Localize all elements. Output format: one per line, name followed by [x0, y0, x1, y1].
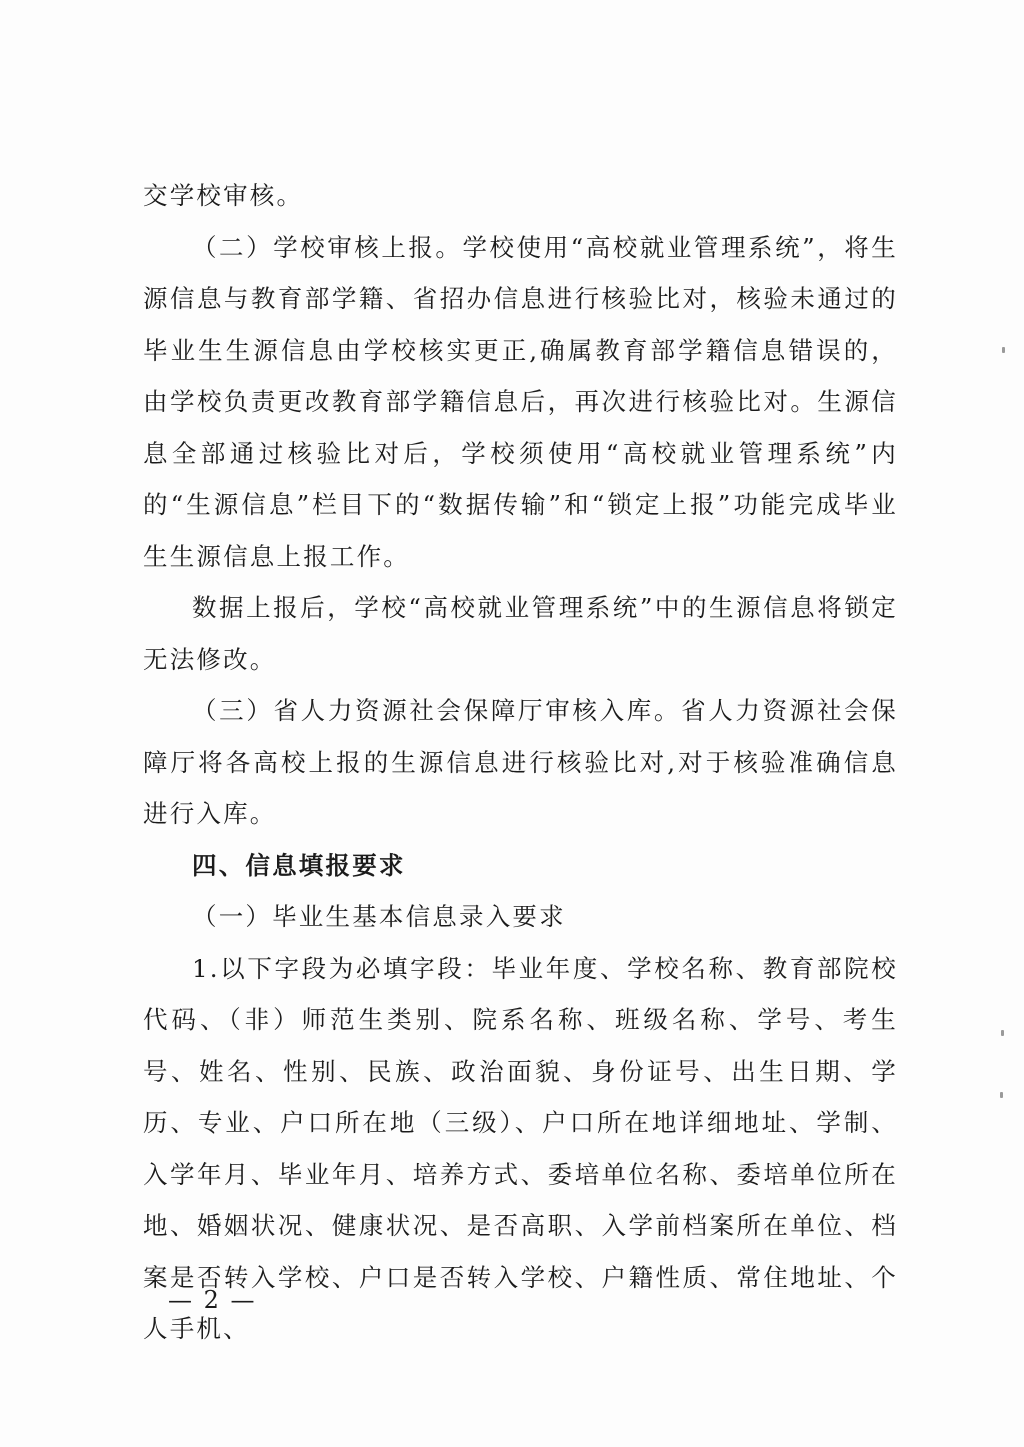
- paragraph-data-locked: 数据上报后，学校“高校就业管理系统”中的生源信息将锁定无法修改。: [143, 593, 898, 674]
- paragraph-school-review: （二）学校审核上报。学校使用“高校就业管理系统”，将生源信息与教育部学籍、省招办信息进行核验比对，核验未通过的毕业生生源信息由学校核实更正,确属教育部学籍信息错误的，由学校负责更改教育部学籍信息后，再次进行核验比对。生源信息全部通过核验比对后，学校须使用“高校就业管理系统”内的“生源信息”栏目下的“数据传输”和“锁定上报”功能完成毕业生生源信息上报工作。: [143, 232, 898, 571]
- subsection-heading: （一）毕业生基本信息录入要求: [192, 902, 566, 931]
- scan-speck: [1002, 347, 1005, 353]
- page-number: — 2 —: [168, 1286, 257, 1314]
- section-heading: 四、信息填报要求: [192, 850, 406, 880]
- document-body: [143, 170, 898, 1355]
- scan-speck: [1000, 1092, 1003, 1098]
- paragraph-provincial-review: （三）省人力资源社会保障厅审核入库。省人力资源社会保障厅将各高校上报的生源信息进行核验比对,对于核验准确信息进行入库。: [143, 696, 898, 828]
- paragraph-required-fields: 1.以下字段为必填字段：毕业年度、学校名称、教育部院校代码、（非）师范生类别、院系名称、班级名称、学号、考生号、姓名、性别、民族、政治面貌、身份证号、出生日期、学历、专业、户口所在地（三级）、户口所在地详细地址、学制、入学年月、毕业年月、培养方式、委培单位名称、委培单位所在地、婚姻状况、健康状况、是否高职、入学前档案所在单位、档案是否转入学校、户口是否转入学校、户籍性质、常住地址、个人手机、: [143, 953, 898, 1343]
- paragraph-continuation: 交学校审核。: [143, 181, 304, 210]
- scan-speck: [1001, 1030, 1004, 1036]
